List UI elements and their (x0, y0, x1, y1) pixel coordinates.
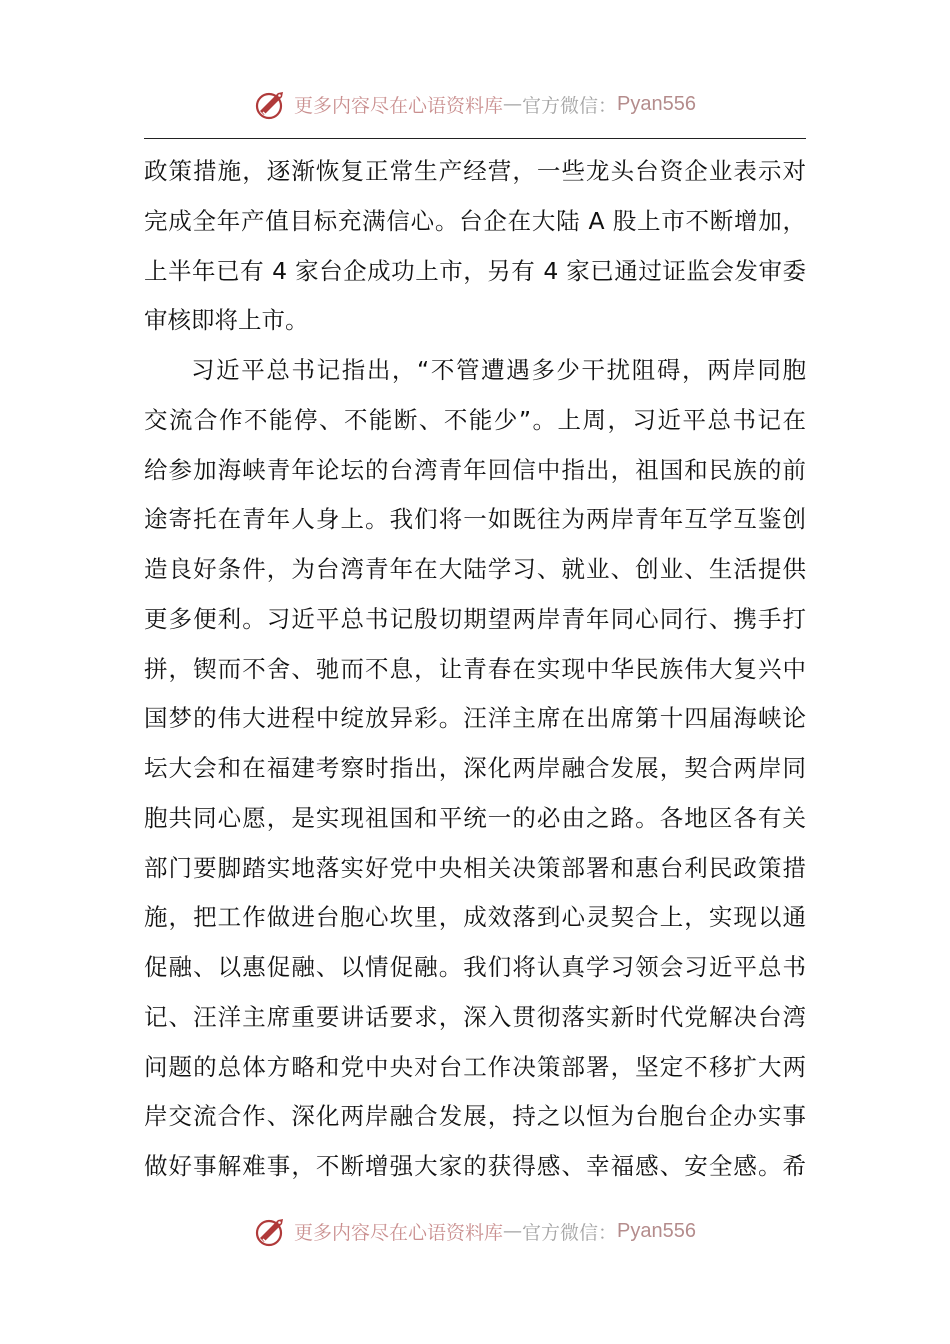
body-line: 促融、以惠促融、以情促融。我们将认真学习领会习近平总书 (144, 953, 806, 981)
body-line: 造良好条件，为台湾青年在大陆学习、就业、创业、生活提供 (144, 555, 806, 583)
body-line: 更多便利。习近平总书记殷切期望两岸青年同心同行、携手打 (144, 604, 806, 633)
header-dash: — (503, 93, 523, 115)
body-line: 政策措施，逐渐恢复正常生产经营，一些龙头台资企业表示对 (144, 157, 806, 185)
body-line: 交流合作不能停、不能断、不能少”。上周，习近平总书记在 (144, 405, 806, 434)
body-line: 上半年已有 4 家台企成功上市，另有 4 家已通过证监会发审委 (144, 256, 806, 285)
body-line: 坛大会和在福建考察时指出，深化两岸融合发展，契合两岸同 (144, 754, 806, 782)
body-line: 习近平总书记指出，“不管遭遇多少干扰阻碍，两岸同胞 (191, 356, 806, 384)
body-line: 部门要脚踏实地落实好党中央相关决策部署和惠台利民政策措 (144, 853, 806, 882)
body-line: 问题的总体方略和党中央对台工作决策部署，坚定不移扩大两 (144, 1052, 806, 1081)
body-line: 国梦的伟大进程中绽放异彩。汪洋主席在出席第十四届海峡论 (144, 704, 806, 733)
pen-nib-logo-icon (254, 1214, 288, 1248)
body-line: 做好事解难事，不断增强大家的获得感、幸福感、安全感。希 (144, 1152, 806, 1180)
footer-wechat-label: 官方微信： (522, 1221, 618, 1244)
body-line: 记、汪洋主席重要讲话要求，深入贯彻落实新时代党解决台湾 (144, 1002, 806, 1031)
body-line: 给参加海峡青年论坛的台湾青年回信中指出，祖国和民族的前 (144, 455, 806, 484)
document-body (144, 147, 806, 1192)
body-line: 岸交流合作、深化两岸融合发展，持之以恒为台胞台企办实事 (144, 1102, 806, 1131)
header-banner (0, 84, 950, 124)
header-divider (144, 138, 806, 139)
footer-banner (0, 1211, 950, 1251)
header-wechat-id: Pyan556 (617, 92, 696, 115)
body-line: 审核即将上市。 (144, 306, 309, 335)
body-line: 施，把工作做进台胞心坎里，成效落到心灵契合上，实现以通 (144, 903, 806, 932)
footer-dash: — (503, 1220, 523, 1242)
body-line: 完成全年产值目标充满信心。台企在大陆 A 股上市不断增加， (144, 206, 806, 235)
footer-brand-text: 更多内容尽在心语资料库 (294, 1221, 504, 1244)
header-wechat-label: 官方微信： (522, 94, 618, 117)
body-line: 途寄托在青年人身上。我们将一如既往为两岸青年互学互鉴创 (144, 505, 806, 534)
pen-nib-logo-icon (254, 87, 288, 121)
header-brand-text: 更多内容尽在心语资料库 (294, 94, 504, 117)
body-line: 胞共同心愿，是实现祖国和平统一的必由之路。各地区各有关 (144, 803, 806, 832)
body-line: 拼，锲而不舍、驰而不息，让青春在实现中华民族伟大复兴中 (144, 654, 806, 683)
footer-wechat-id: Pyan556 (617, 1219, 696, 1242)
